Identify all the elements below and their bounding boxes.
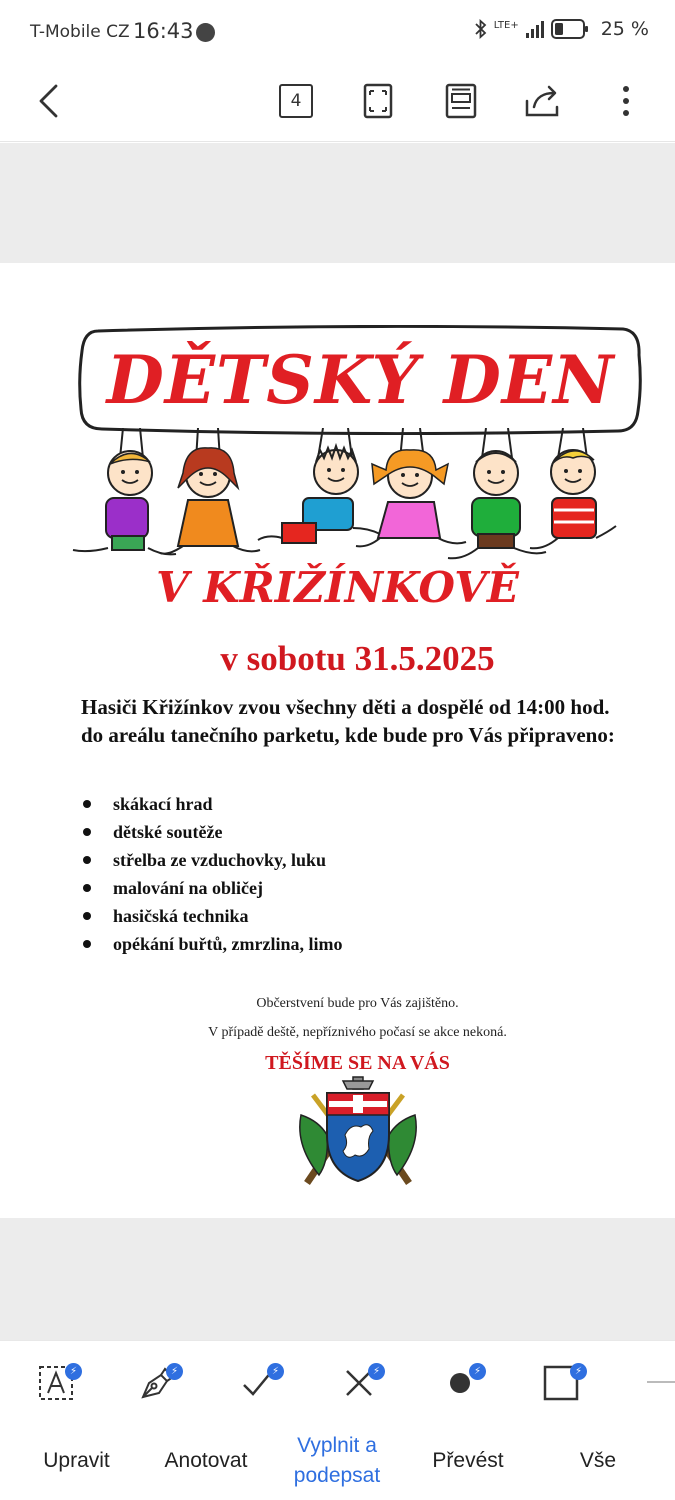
document-page[interactable]	[0, 263, 675, 1218]
signal-icon	[525, 19, 545, 39]
premium-badge-icon: ⚡	[368, 1363, 385, 1380]
fullscreen-icon	[363, 83, 393, 119]
activities-list	[81, 790, 581, 958]
page-count-button[interactable]	[271, 76, 321, 126]
bullet	[83, 856, 91, 864]
cross-tool-button[interactable]	[331, 1355, 387, 1411]
clock: 16:43	[133, 19, 194, 43]
list-item: opékání buřtů, zmrzlina, limo	[81, 930, 581, 958]
back-button[interactable]	[24, 76, 74, 126]
weather-note: V případě deště, nepříznivého počasí se akce nekoná.	[208, 1025, 507, 1040]
fire-brigade-emblem	[293, 1075, 423, 1191]
signature-tool-button[interactable]	[129, 1355, 185, 1411]
dot-tool-button[interactable]	[432, 1355, 488, 1411]
share-button[interactable]	[518, 76, 568, 126]
text-tool-button[interactable]	[28, 1355, 84, 1411]
view-mode-button[interactable]	[436, 76, 486, 126]
network-type: LTE+	[493, 20, 519, 31]
bullet	[83, 940, 91, 948]
list-item: střelba ze vzduchovky, luku	[81, 846, 581, 874]
list-item: hasičská technika	[81, 902, 581, 930]
rectangle-tool-button[interactable]	[533, 1355, 589, 1411]
tab-prevest[interactable]: Převést	[432, 1449, 504, 1472]
premium-badge-icon: ⚡	[166, 1363, 183, 1380]
premium-badge-icon: ⚡	[267, 1363, 284, 1380]
status-bar	[0, 0, 675, 64]
carrier-name: T-Mobile CZ	[30, 22, 130, 42]
closing-line: TĚŠÍME SE NA VÁS	[265, 1052, 450, 1074]
share-icon	[524, 83, 562, 119]
more-vertical-icon	[622, 83, 630, 119]
back-arrow-icon	[37, 83, 61, 119]
bullet	[83, 912, 91, 920]
reading-mode-icon	[445, 83, 477, 119]
refreshments-note: Občerstvení bude pro Vás zajištěno.	[256, 996, 459, 1011]
notification-icon	[196, 23, 215, 42]
battery-icon	[551, 18, 589, 40]
tab-upravit[interactable]: Upravit	[43, 1449, 110, 1472]
checkmark-tool-button[interactable]	[230, 1355, 286, 1411]
tab-vse[interactable]: Vše	[579, 1449, 617, 1472]
bottom-tab-bar	[0, 1422, 675, 1500]
page-count: 4	[279, 84, 313, 118]
list-item: skákací hrad	[81, 790, 581, 818]
children-illustration	[68, 428, 628, 568]
page-gap-top	[0, 143, 675, 263]
fullscreen-button[interactable]	[353, 76, 403, 126]
viewer-toolbar	[0, 64, 675, 142]
more-options-button[interactable]	[601, 76, 651, 126]
bluetooth-icon	[474, 18, 488, 40]
event-subtitle: V KŘIŽÍNKOVĚ	[156, 563, 519, 612]
tab-vyplnit-a-podepsat[interactable]: Vyplnit a podepsat	[293, 1434, 381, 1487]
title-banner	[78, 325, 643, 435]
tab-anotovat[interactable]: Anotovat	[164, 1449, 248, 1472]
battery-percent: 25 %	[600, 18, 649, 40]
premium-badge-icon: ⚡	[570, 1363, 587, 1380]
bullet	[83, 800, 91, 808]
page-gap-bottom	[0, 1218, 675, 1340]
line-tool-partial[interactable]	[647, 1381, 675, 1383]
list-item: dětské soutěže	[81, 818, 581, 846]
premium-badge-icon: ⚡	[469, 1363, 486, 1380]
bullet	[83, 884, 91, 892]
event-date: v sobotu 31.5.2025	[220, 639, 495, 678]
event-intro: Hasiči Křižínkov zvou všechny děti a dospělé od 14:00 hod. do areálu tanečního parketu, kde bude pro Vás připraveno:	[81, 695, 615, 747]
status-icons	[474, 18, 649, 40]
premium-badge-icon: ⚡	[65, 1363, 82, 1380]
bullet	[83, 828, 91, 836]
fill-sign-toolbar	[0, 1340, 675, 1422]
list-item: malování na obličej	[81, 874, 581, 902]
event-title: DĚTSKÝ DEN	[106, 341, 615, 419]
